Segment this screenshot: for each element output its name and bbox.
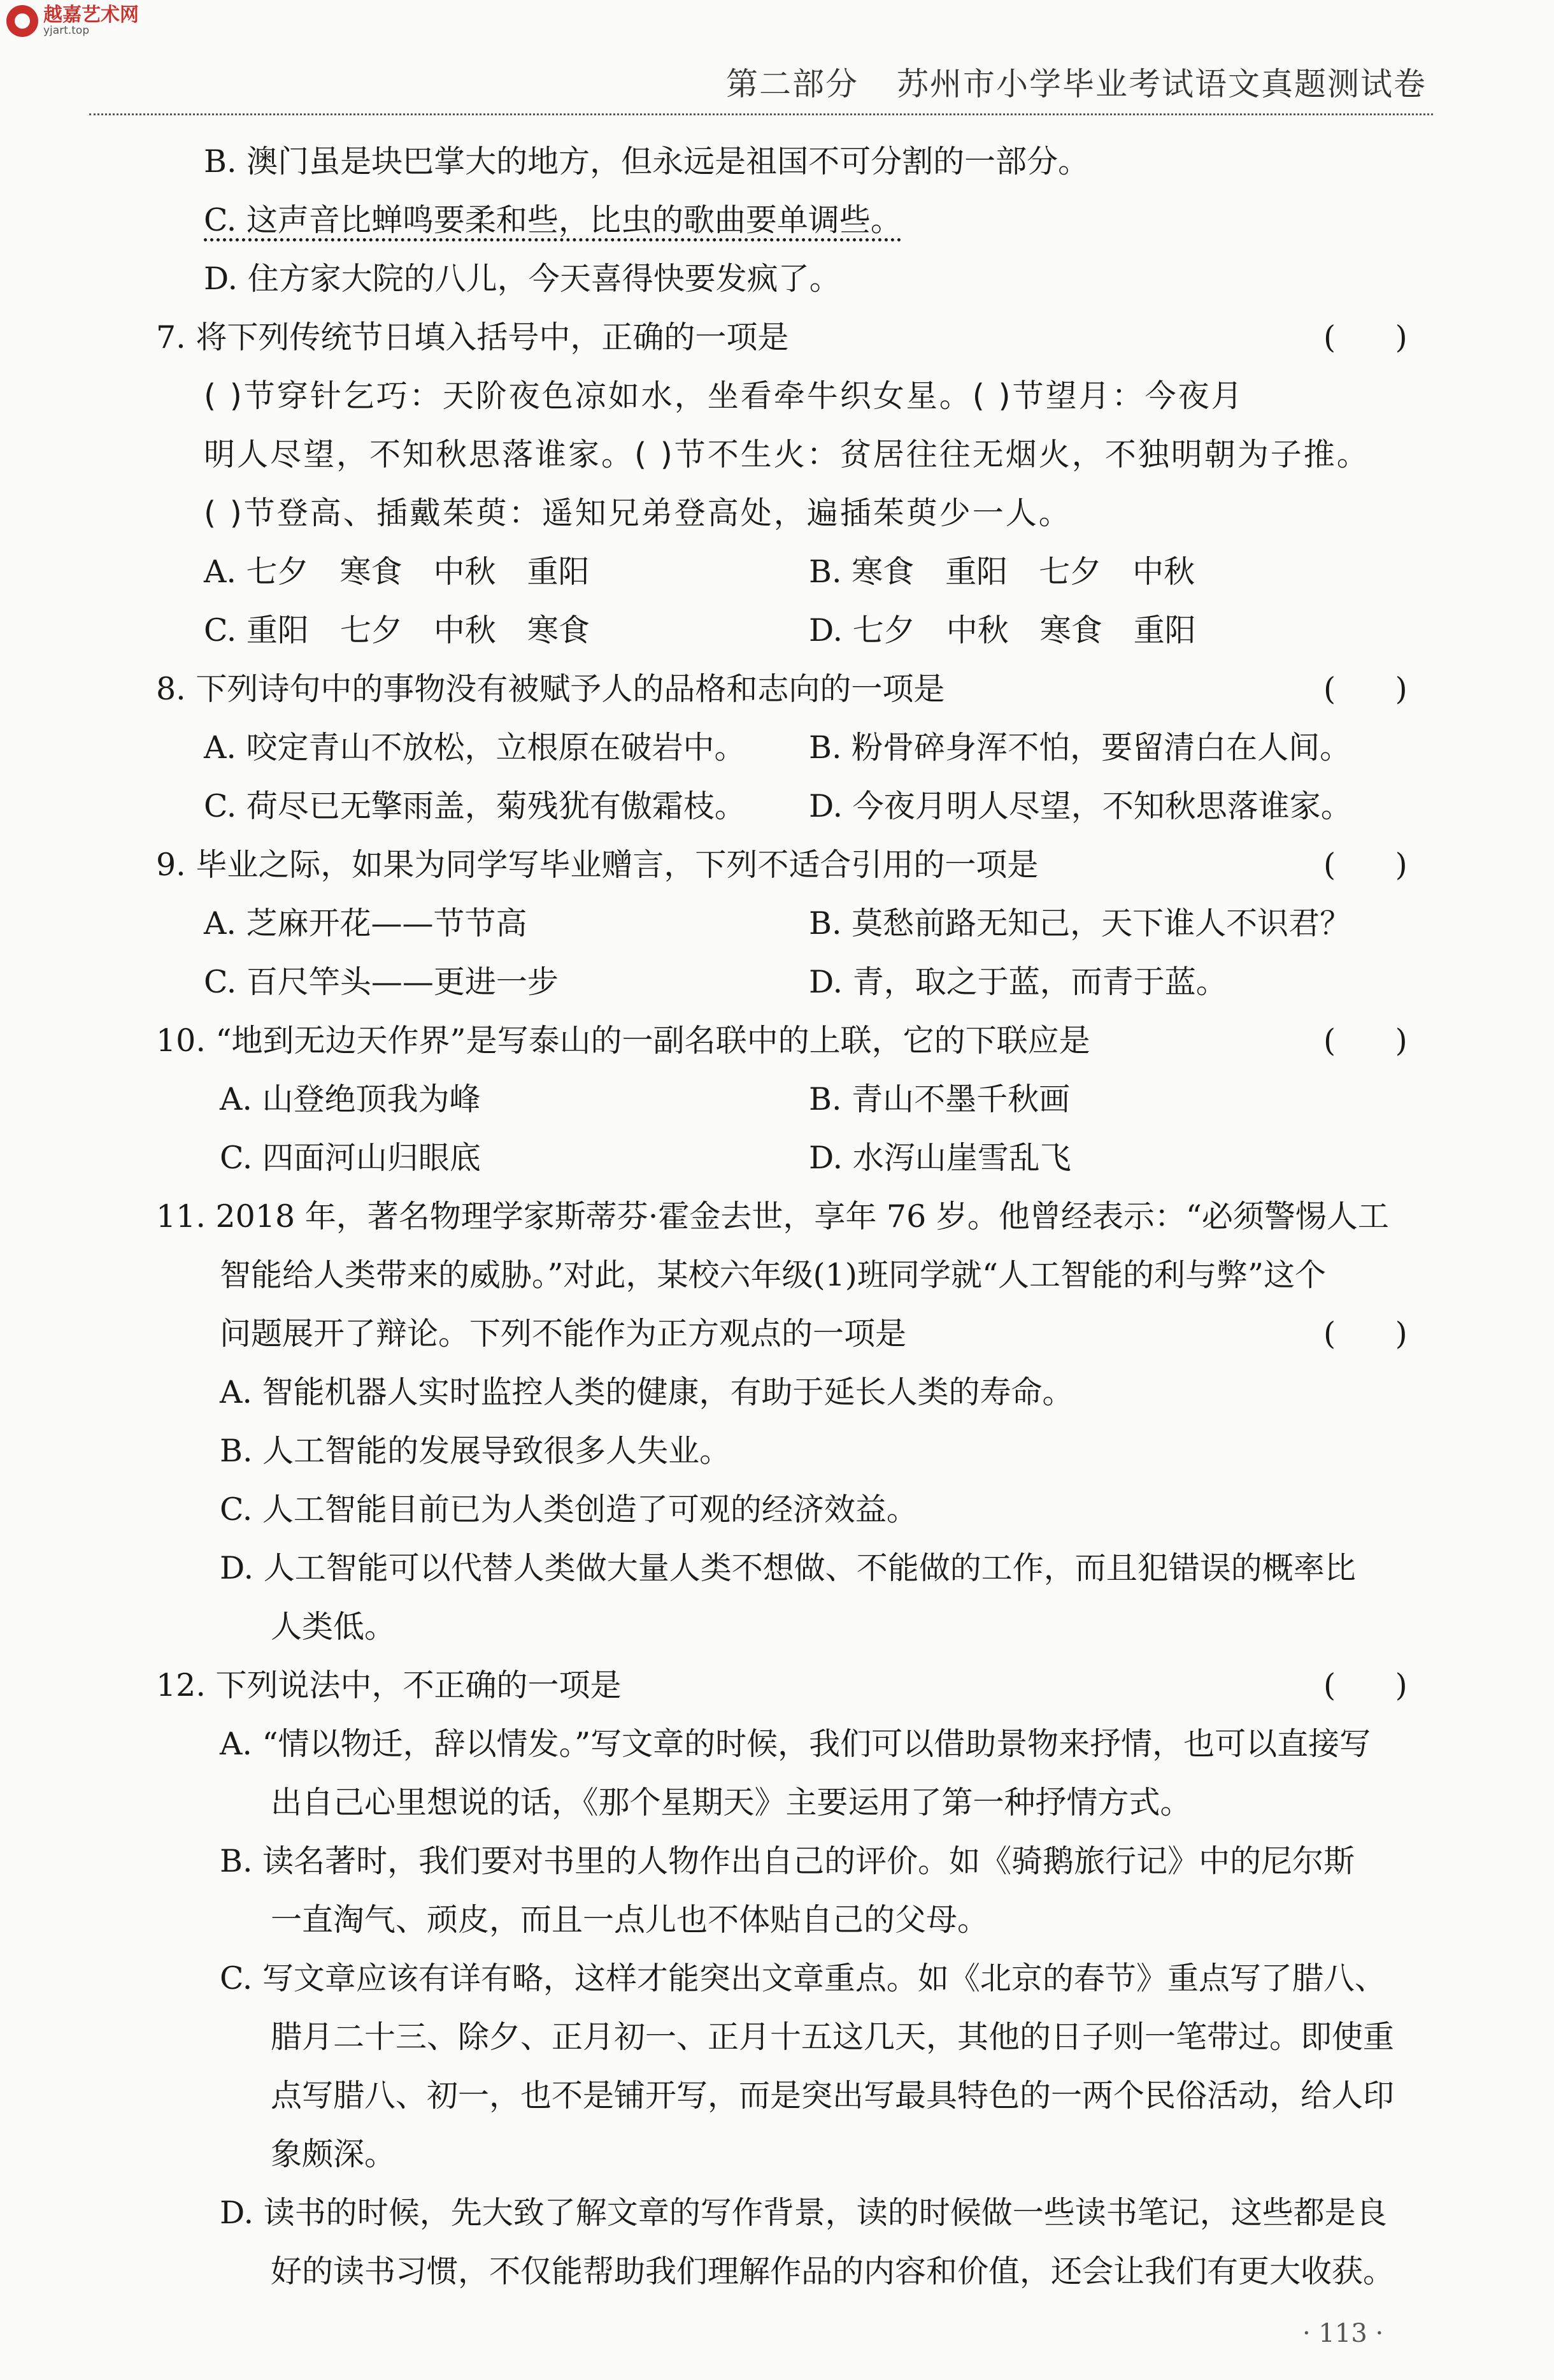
q8-option-b: B. 粉骨碎身浑不怕，要留清白在人间。 — [809, 729, 1351, 766]
q11-option-d-cont: 人类低。 — [271, 1609, 396, 1645]
q7-poem-line: ( )节登高、插戴茱萸：遥知兄弟登高处，遍插茱萸少一人。 — [204, 495, 1072, 531]
q8-option-d: D. 今夜月明人尽望，不知秋思落谁家。 — [809, 788, 1352, 824]
q12-option-d-cont: 好的读书习惯，不仅能帮助我们理解作品的内容和价值，还会让我们有更大收获。 — [271, 2253, 1395, 2290]
q10-option-c: C. 四面河山归眼底 — [220, 1140, 481, 1176]
q11-stem-line: 11. 2018 年，著名物理学家斯蒂芬·霍金去世，享年 76 岁。他曾经表示：“必须警惕人工 — [156, 1198, 1389, 1235]
q7-answer-blank: ( ) — [1323, 319, 1408, 355]
site-logo — [6, 5, 139, 37]
q12-option-b-cont: 一直淘气、顽皮，而且一点儿也不体贴自己的父母。 — [271, 1902, 989, 1938]
site-name: 越嘉艺术网 — [43, 4, 139, 27]
q10-answer-blank: ( ) — [1323, 1022, 1408, 1059]
q10-option-a: A. 山登绝顶我为峰 — [220, 1081, 481, 1117]
q9-stem: 9. 毕业之际，如果为同学写毕业赠言，下列不适合引用的一项是 — [156, 847, 1039, 883]
q9-option-d: D. 青，取之于蓝，而青于蓝。 — [809, 964, 1227, 1000]
q10-option-b: B. 青山不墨千秋画 — [809, 1081, 1071, 1117]
logo-icon — [6, 5, 38, 37]
q9-option-b: B. 莫愁前路无知己，天下谁人不识君？ — [809, 905, 1351, 942]
q8-stem: 8. 下列诗句中的事物没有被赋予人的品格和志向的一项是 — [156, 671, 945, 707]
q11-stem-line: 问题展开了辩论。下列不能作为正方观点的一项是 — [220, 1315, 907, 1352]
q11-option-d: D. 人工智能可以代替人类做大量人类不想做、不能做的工作，而且犯错误的概率比 — [220, 1550, 1356, 1586]
q12-option-a: A. “情以物迁，辞以情发。”写文章的时候，我们可以借助景物来抒情，也可以直接写 — [220, 1726, 1371, 1762]
q8-option-c: C. 荷尽已无擎雨盖，菊残犹有傲霜枝。 — [204, 788, 746, 824]
site-url: yjart.top — [43, 24, 90, 37]
q12-option-c-cont: 点写腊八、初一，也不是铺开写，而是突出写最具特色的一两个民俗活动，给人印 — [271, 2077, 1395, 2114]
q9-option-c: C. 百尺竿头——更进一步 — [204, 964, 559, 1000]
header-title: 苏州市小学毕业考试语文真题测试卷 — [897, 66, 1427, 103]
q12-option-c: C. 写文章应该有详有略，这样才能突出文章重点。如《北京的春节》重点写了腊八、 — [220, 1960, 1386, 1996]
q10-option-d: D. 水泻山崖雪乱飞 — [809, 1140, 1071, 1176]
page-number: · 113 · — [1302, 2319, 1384, 2348]
q7-option-d: D. 七夕 中秋 寒食 重阳 — [809, 612, 1196, 649]
page-header — [726, 59, 1427, 104]
q6-option-c: C. 这声音比蝉鸣要柔和些，比虫的歌曲要单调些。 — [204, 202, 902, 238]
q11-answer-blank: ( ) — [1323, 1315, 1408, 1352]
q11-option-a: A. 智能机器人实时监控人类的健康，有助于延长人类的寿命。 — [220, 1374, 1074, 1410]
q11-option-b: B. 人工智能的发展导致很多人失业。 — [220, 1433, 731, 1469]
header-divider — [89, 113, 1433, 115]
q8-option-a: A. 咬定青山不放松，立根原在破岩中。 — [204, 729, 746, 766]
q12-option-c-cont: 腊月二十三、除夕、正月初一、正月十五这几天，其他的日子则一笔带过。即使重 — [271, 2019, 1395, 2055]
q7-stem: 7. 将下列传统节日填入括号中，正确的一项是 — [156, 319, 789, 355]
q11-stem-line: 智能给人类带来的威胁。”对此，某校六年级(1)班同学就“人工智能的利与弊”这个 — [220, 1257, 1327, 1293]
q7-option-c: C. 重阳 七夕 中秋 寒食 — [204, 612, 590, 649]
q7-option-a: A. 七夕 寒食 中秋 重阳 — [204, 554, 590, 590]
q12-option-b: B. 读名著时，我们要对书里的人物作出自己的评价。如《骑鹅旅行记》中的尼尔斯 — [220, 1843, 1355, 1879]
q12-answer-blank: ( ) — [1323, 1667, 1408, 1703]
q12-stem: 12. 下列说法中，不正确的一项是 — [156, 1667, 622, 1703]
q12-option-a-cont: 出自己心里想说的话，《那个星期天》主要运用了第一种抒情方式。 — [271, 1784, 1192, 1821]
q12-option-c-cont: 象颇深。 — [271, 2136, 396, 2172]
q8-answer-blank: ( ) — [1323, 671, 1408, 707]
q7-poem-line: ( )节穿针乞巧：天阶夜色凉如水，坐看牵牛织女星。( )节望月：今夜月 — [204, 378, 1244, 414]
q9-answer-blank: ( ) — [1323, 847, 1408, 883]
q12-option-d: D. 读书的时候，先大致了解文章的写作背景，读的时候做一些读书笔记，这些都是良 — [220, 2195, 1387, 2231]
q10-stem: 10. “地到无边天作界”是写泰山的一副名联中的上联，它的下联应是 — [156, 1022, 1090, 1059]
q11-option-c: C. 人工智能目前已为人类创造了可观的经济效益。 — [220, 1491, 918, 1528]
q7-option-b: B. 寒食 重阳 七夕 中秋 — [809, 554, 1195, 590]
q9-option-a: A. 芝麻开花——节节高 — [204, 905, 527, 942]
q6-option-d: D. 住方家大院的八儿，今天喜得快要发疯了。 — [204, 261, 841, 297]
q6-option-b: B. 澳门虽是块巴掌大的地方，但永远是祖国不可分割的一部分。 — [204, 143, 1090, 180]
q7-poem-line: 明人尽望，不知秋思落谁家。( )节不生火：贫居往往无烟火，不独明朝为子推。 — [204, 436, 1370, 473]
header-part: 第二部分 — [726, 66, 859, 103]
